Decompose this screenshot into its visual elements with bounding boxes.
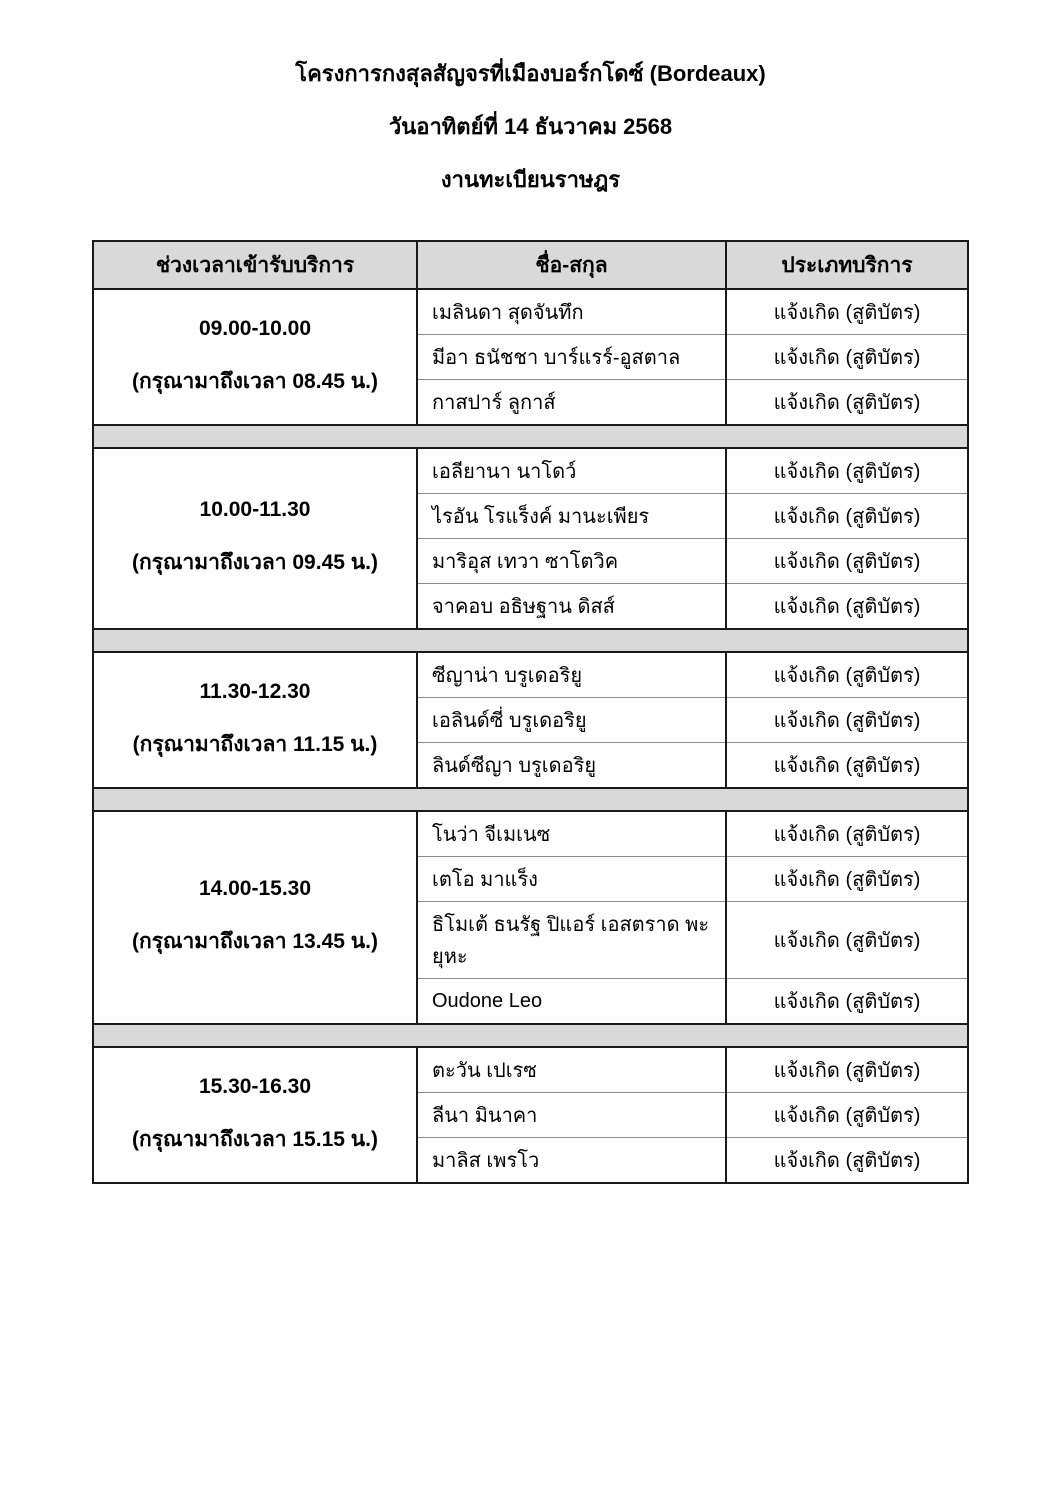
- person-name-cell: ไรอัน โรแร็งค์ มานะเพียร: [417, 494, 726, 539]
- service-type-cell: แจ้งเกิด (สูติบัตร): [726, 857, 968, 902]
- person-name-cell: มาริอุส เทวา ซาโตวิค: [417, 539, 726, 584]
- time-slot-cell: [93, 811, 417, 1024]
- person-name-cell: ลินด์ซีญา บรูเดอริยู: [417, 743, 726, 789]
- service-type-cell: แจ้งเกิด (สูติบัตร): [726, 1093, 968, 1138]
- person-name-cell: ธิโมเต้ ธนรัฐ ปิแอร์ เอสตราด พะยุหะ: [417, 902, 726, 979]
- schedule-row: [93, 289, 968, 335]
- service-type-cell: แจ้งเกิด (สูติบัตร): [726, 698, 968, 743]
- person-name-cell: จาคอบ อธิษฐาน ดิสส์: [417, 584, 726, 630]
- service-type-cell: แจ้งเกิด (สูติบัตร): [726, 289, 968, 335]
- column-header-service-type: ประเภทบริการ: [726, 241, 968, 289]
- person-name-cell: เอลียานา นาโดว์: [417, 448, 726, 494]
- service-type-cell: แจ้งเกิด (สูติบัตร): [726, 652, 968, 698]
- table-header-row: [93, 241, 968, 289]
- arrival-note: (กรุณามาถึงเวลา 09.45 น.): [132, 551, 378, 574]
- service-type-cell: แจ้งเกิด (สูติบัตร): [726, 448, 968, 494]
- person-name-cell: ตะวัน เปเรซ: [417, 1047, 726, 1093]
- time-slot-cell: [93, 448, 417, 629]
- service-type-cell: แจ้งเกิด (สูติบัตร): [726, 811, 968, 857]
- time-slot-range: 14.00-15.30: [198, 877, 312, 900]
- group-separator-row: [93, 629, 968, 652]
- person-name-cell: มีอา ธนัชชา บาร์แรร์-อูสตาล: [417, 335, 726, 380]
- service-type-cell: แจ้งเกิด (สูติบัตร): [726, 335, 968, 380]
- title-project-name: โครงการกงสุลสัญจรที่เมืองบอร์กโดซ์ (Bordeaux): [295, 61, 766, 86]
- person-name-cell: โนว่า จีเมเนซ: [417, 811, 726, 857]
- time-slot-range: 15.30-16.30: [198, 1074, 312, 1098]
- person-name-cell: ซีญาน่า บรูเดอริยู: [417, 652, 726, 698]
- person-name-cell: เตโอ มาแร็ง: [417, 857, 726, 902]
- group-separator-row: [93, 1024, 968, 1047]
- service-type-cell: แจ้งเกิด (สูติบัตร): [726, 743, 968, 789]
- person-name-cell: มาลิส เพรโว: [417, 1138, 726, 1184]
- group-separator-row: [93, 425, 968, 448]
- schedule-row: [93, 1047, 968, 1093]
- service-type-cell: แจ้งเกิด (สูติบัตร): [726, 1047, 968, 1093]
- service-type-cell: แจ้งเกิด (สูติบัตร): [726, 380, 968, 426]
- schedule-row: [93, 811, 968, 857]
- time-slot-cell: [93, 652, 417, 788]
- arrival-note: (กรุณามาถึงเวลา 08.45 น.): [132, 369, 378, 393]
- time-slot-cell: [93, 289, 417, 425]
- time-slot-range: 11.30-12.30: [199, 679, 311, 703]
- person-name-cell: เมลินดา สุดจันทึก: [417, 289, 726, 335]
- group-separator-band: [93, 425, 968, 448]
- column-header-full-name: ชื่อ-สกุล: [417, 241, 726, 289]
- document-title-block: [0, 0, 1061, 196]
- group-separator-band: [93, 1024, 968, 1047]
- service-type-cell: แจ้งเกิด (สูติบัตร): [726, 1138, 968, 1184]
- arrival-note: (กรุณามาถึงเวลา 15.15 น.): [132, 1127, 378, 1151]
- person-name-cell: Oudone Leo: [417, 979, 726, 1025]
- schedule-row: [93, 448, 968, 494]
- column-header-time-slot: ช่วงเวลาเข้ารับบริการ: [93, 241, 417, 289]
- person-name-cell: ลีนา มินาคา: [417, 1093, 726, 1138]
- arrival-note: (กรุณามาถึงเวลา 11.15 น.): [132, 732, 378, 756]
- schedule-row: [93, 652, 968, 698]
- person-name-cell: กาสปาร์ ลูกาส์: [417, 380, 726, 426]
- title-section-name: งานทะเบียนราษฎร: [440, 167, 621, 192]
- service-type-cell: แจ้งเกิด (สูติบัตร): [726, 494, 968, 539]
- service-type-cell: แจ้งเกิด (สูติบัตร): [726, 539, 968, 584]
- time-slot-range: 09.00-10.00: [198, 316, 312, 340]
- service-type-cell: แจ้งเกิด (สูติบัตร): [726, 584, 968, 630]
- arrival-note: (กรุณามาถึงเวลา 13.45 น.): [132, 930, 378, 953]
- time-slot-cell: [93, 1047, 417, 1183]
- schedule-table: [92, 240, 969, 1184]
- person-name-cell: เอลินด์ซี่ บรูเดอริยู: [417, 698, 726, 743]
- service-type-cell: แจ้งเกิด (สูติบัตร): [726, 979, 968, 1025]
- service-type-cell: แจ้งเกิด (สูติบัตร): [726, 902, 968, 979]
- group-separator-band: [93, 788, 968, 811]
- title-event-date: วันอาทิตย์ที่ 14 ธันวาคม 2568: [388, 114, 673, 139]
- time-slot-range: 10.00-11.30: [199, 498, 311, 521]
- group-separator-row: [93, 788, 968, 811]
- group-separator-band: [93, 629, 968, 652]
